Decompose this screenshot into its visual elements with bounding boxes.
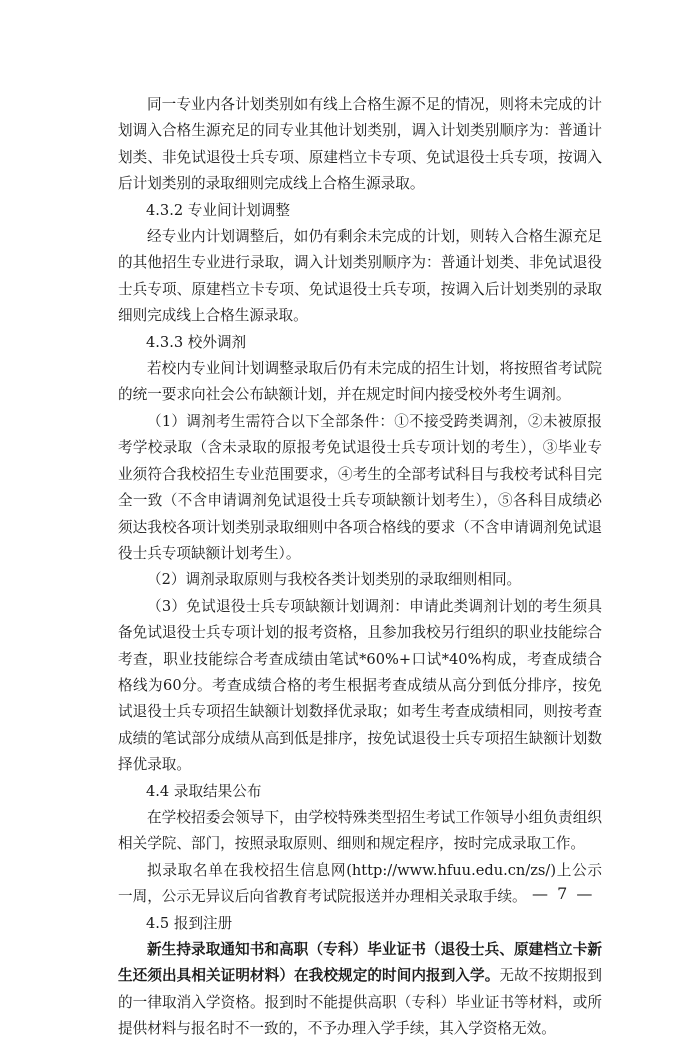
registration-normal-text: 无故不按期报到的一律取消入学资格。报到时不能提供高职（专科）毕业证书等材料，或所提供材料与报名时不一致的，不予办理入学手续，其入学资格无效。 xyxy=(118,967,602,1038)
paragraph-plan-adjustment-within-major: 同一专业内各计划类别如有线上合格生源不足的情况，则将未完成的计划调入合格生源充足的同专业其他计划类别，调入计划类别顺序为：普通计划类、非免试退役士兵专项、原建档立卡专项、免试退役士兵专项，按调入后计划类别的录取细则完成线上合格生源录取。 xyxy=(118,96,602,193)
page-number: — 7 — xyxy=(532,884,595,903)
registration-bold-text: 新生持录取通知书和高职（专科）毕业证书（退役士兵、原建档立卡新生还须出具相关证明材料）在我校规定的时间内报到入学。 xyxy=(118,941,602,985)
heading-4-5: 4.5 报到注册 xyxy=(146,914,233,932)
paragraph-external-transfer: 若校内专业间计划调整录取后仍有未完成的招生计划，将按照省考试院的统一要求向社会公布缺额计划，并在规定时间内接受校外考生调剂。 xyxy=(118,360,602,404)
heading-4-3-3: 4.3.3 校外调剂 xyxy=(146,333,247,351)
paragraph-result-leadership: 在学校招委会领导下，由学校特殊类型招生考试工作领导小组负责组织相关学院、部门，按照录取原则、细则和规定程序，按时完成录取工作。 xyxy=(118,808,602,853)
paragraph-inter-major-adjustment: 经专业内计划调整后，如仍有剩余未完成的计划，则转入合格生源充足的其他招生专业进行录取，调入计划类别顺序为：普通计划类、非免试退役士兵专项、原建档立卡专项、免试退役士兵专项，按调入后计划类别的录取细则完成线上合格生源录取。 xyxy=(118,228,602,325)
document-body xyxy=(118,92,602,1043)
paragraph-veteran-transfer: （3）免试退役士兵专项缺额计划调剂：申请此类调剂计划的考生须具备免试退役士兵专项计划的报考资格，且参加我校另行组织的职业技能综合考查，职业技能综合考查成绩由笔试*60%+口试*40%构成，考查成绩合格线为60分。考查成绩合格的考生根据考查成绩从高分到低分排序，按免试退役士兵专项招生缺额计划数择优录取；如考生考查成绩相同，则按考查成绩的笔试部分成绩从高到低是排序，按免试退役士兵专项招生缺额计划数择优录取。 xyxy=(118,597,602,774)
heading-4-3-2: 4.3.2 专业间计划调整 xyxy=(146,201,290,219)
paragraph-result-publication: 拟录取名单在我校招生信息网(http://www.hfuu.edu.cn/zs/)上公示一周，公示无异议后向省教育考试院报送并办理相关录取手续。 xyxy=(118,861,602,906)
paragraph-transfer-principle: （2）调剂录取原则与我校各类计划类别的录取细则相同。 xyxy=(147,571,522,589)
paragraph-transfer-conditions: （1）调剂考生需符合以下全部条件：①不接受跨类调剂，②未被原报考学校录取（含未录取的原报考免试退役士兵专项计划的考生），③毕业专业须符合我校招生专业范围要求，④考生的全部考试科目与我校考试科目完全一致（不含申请调剂免试退役士兵专项缺额计划考生），⑤各科目成绩必须达我校各项计划类别录取细则中各项合格线的要求（不含申请调剂免试退役士兵专项缺额计划考生）。 xyxy=(118,412,602,562)
heading-4-4: 4.4 录取结果公布 xyxy=(146,782,262,800)
